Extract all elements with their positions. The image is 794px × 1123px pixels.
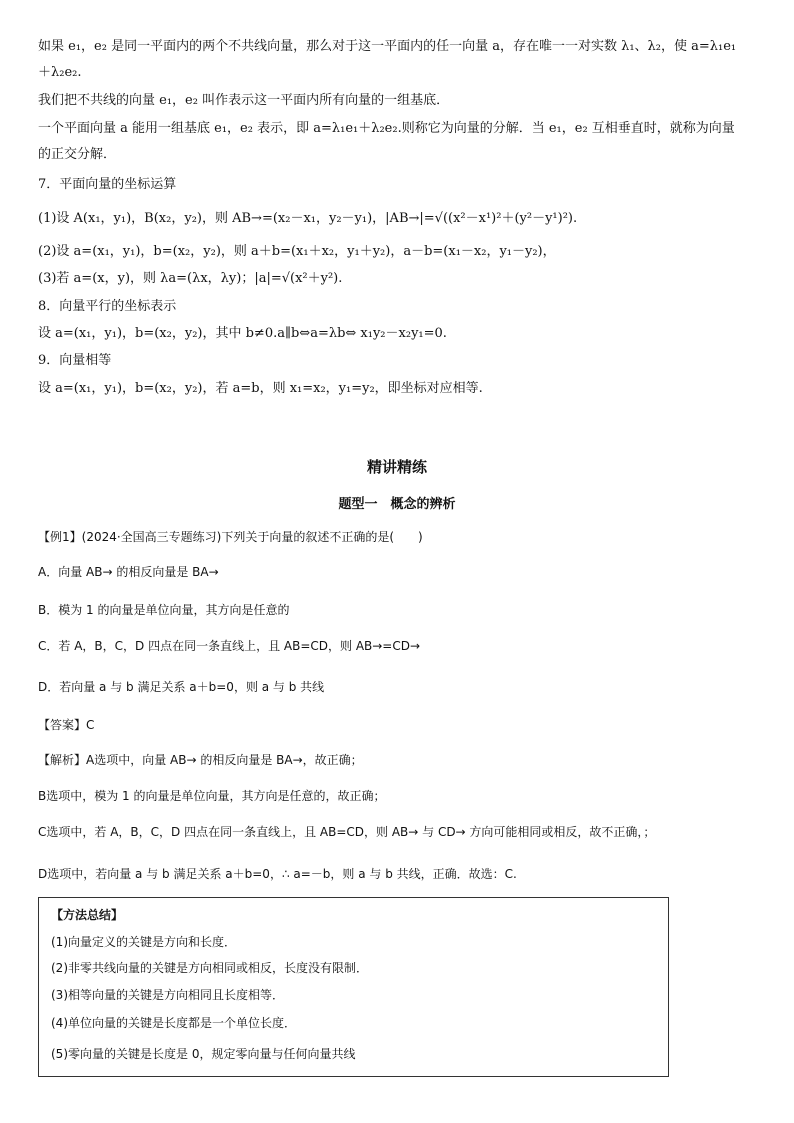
theory-line-4: 一个平面向量 a 能用一组基底 e₁，e₂ 表示，即 a=λ₁e₁＋λ₂e₂.则称它为向量的分解．当 e₁，e₂ 互相垂直时，就称为向量 (38, 121, 735, 136)
method-summary-box (38, 897, 669, 1077)
heading-9: 9．向量相等 (38, 353, 112, 368)
solution-line-4: D选项中，若向量 a 与 b 满足关系 a＋b=0，∴ a=－b，则 a 与 b 共线，正确．故选：C. (38, 867, 517, 881)
theory-line-2: ＋λ₂e₂. (38, 65, 82, 80)
method-item-3: (3)相等向量的关键是方向相同且长度相等． (51, 988, 284, 1002)
option-c: C．若 A，B，C，D 四点在同一条直线上，且 AB=CD，则 AB→=CD→ (38, 639, 421, 653)
section-title: 精讲精练 (366, 458, 427, 476)
solution-line-3: C选项中，若 A，B，C，D 四点在同一条直线上，且 AB=CD，则 AB→ 与 CD→ 方向可能相同或相反，故不正确，； (38, 825, 656, 839)
option-b: B．模为 1 的向量是单位向量，其方向是任意的 (38, 603, 290, 617)
method-item-2: (2)非零共线向量的关键是方向相同或相反，长度没有限制． (51, 961, 369, 975)
answer: 【答案】C (38, 718, 95, 732)
heading-7: 7．平面向量的坐标运算 (38, 177, 177, 192)
formula-5: 设 a=(x₁，y₁)，b=(x₂，y₂)，若 a=b，则 x₁=x₂，y₁=y₂，即坐标对应相等. (38, 381, 483, 396)
formula-2: (2)设 a=(x₁，y₁)，b=(x₂，y₂)，则 a＋b=(x₁＋x₂，y₁＋y₂)，a－b=(x₁－x₂，y₁－y₂)， (38, 244, 556, 259)
heading-8: 8．向量平行的坐标表示 (38, 299, 177, 314)
solution-line-1: 【解析】A选项中，向量 AB→ 的相反向量是 BA→，故正确； (38, 753, 363, 767)
method-title: 【方法总结】 (51, 908, 124, 922)
option-a: A．向量 AB→ 的相反向量是 BA→ (38, 565, 219, 579)
theory-line-1: 如果 e₁，e₂ 是同一平面内的两个不共线向量，那么对于这一平面内的任一向量 a，存在唯一一对实数 λ₁、λ₂，使 a=λ₁e₁ (38, 39, 737, 54)
section-subtitle: 题型一 概念的辨析 (338, 497, 456, 512)
method-item-1: (1)向量定义的关键是方向和长度． (51, 935, 236, 949)
theory-line-5: 的正交分解． (38, 147, 117, 162)
example-question: 【例1】(2024·全国高三专题练习)下列关于向量的叙述不正确的是( ) (38, 530, 423, 544)
theory-line-3: 我们把不共线的向量 e₁，e₂ 叫作表示这一平面内所有向量的一组基底． (38, 93, 450, 108)
method-item-4: (4)单位向量的关键是长度都是一个单位长度． (51, 1016, 296, 1030)
method-item-5: (5)零向量的关键是长度是 0，规定零向量与任何向量共线 (51, 1047, 356, 1061)
option-d: D．若向量 a 与 b 满足关系 a＋b=0，则 a 与 b 共线 (38, 680, 325, 694)
formula-1: (1)设 A(x₁，y₁)，B(x₂，y₂)，则 AB→=(x₂－x₁，y₂－y₁)，|AB→|=√((x²－x¹)²＋(y²－y¹)²). (38, 211, 578, 226)
formula-3: (3)若 a=(x，y)，则 λa=(λx，λy)；|a|=√(x²＋y²). (38, 271, 343, 286)
formula-4: 设 a=(x₁，y₁)，b=(x₂，y₂)，其中 b≠0.a∥b⇔a=λb⇔ x₁y₂－x₂y₁=0. (38, 326, 447, 341)
solution-line-2: B选项中，模为 1 的向量是单位向量，其方向是任意的，故正确； (38, 789, 386, 803)
